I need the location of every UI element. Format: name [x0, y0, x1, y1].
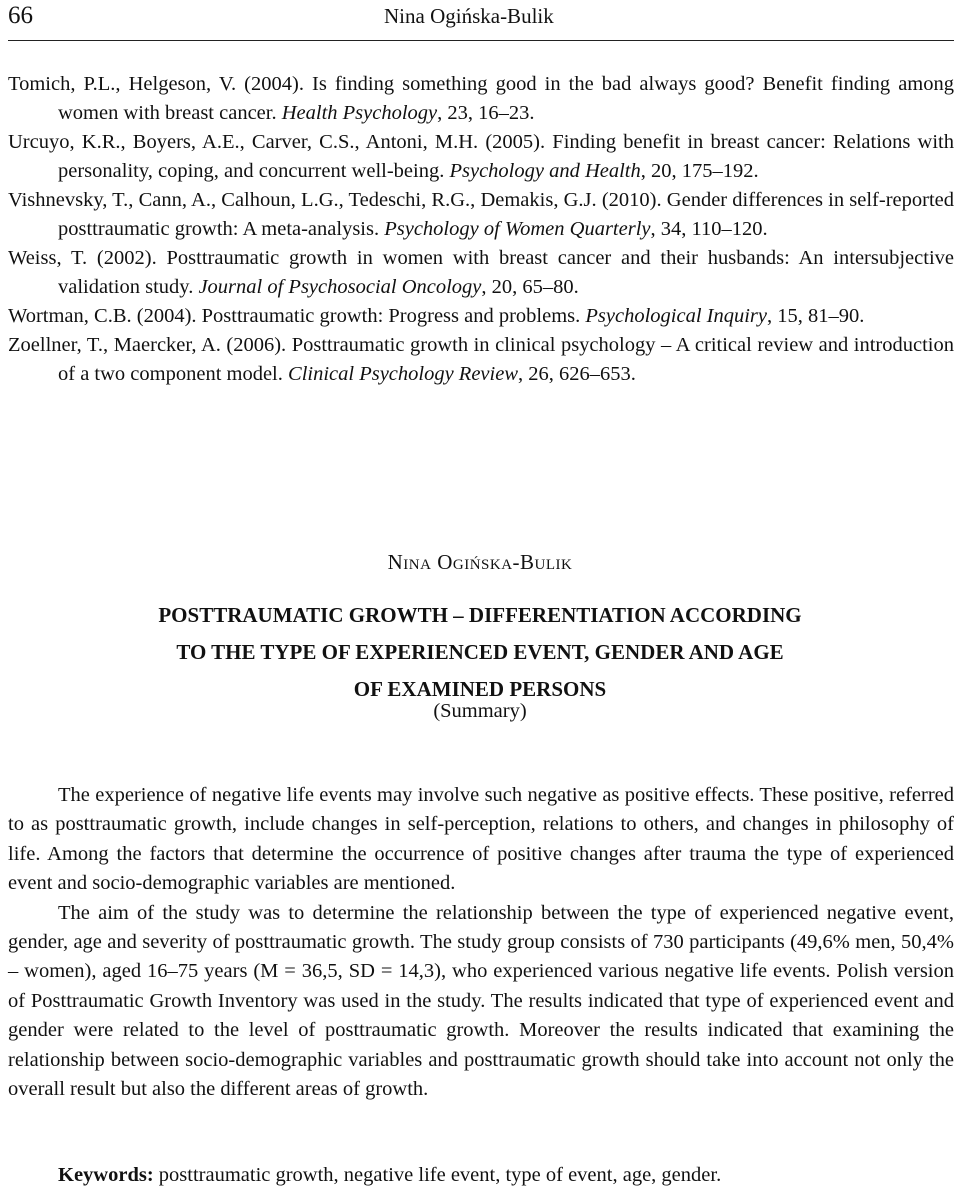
summary-title — [0, 597, 960, 708]
reference-entry — [8, 331, 954, 389]
reference-text: Urcuyo, K.R., Boyers, A.E., Carver, C.S., Antoni, M.H. (2005). Finding benefit in breast cancer: Relations with personality, coping, and concurrent well-being. — [8, 131, 954, 182]
summary-title-line: OF EXAMINED PERSONS — [353, 677, 607, 701]
keywords-text: posttraumatic growth, negative life event, type of event, age, gender. — [153, 1164, 722, 1186]
reference-entry — [8, 244, 954, 302]
reference-text: Zoellner, T., Maercker, A. (2006). Posttraumatic growth in clinical psychology – A critical review and introduction of a two component model. — [8, 334, 954, 385]
reference-list — [8, 70, 954, 389]
abstract-paragraph: The experience of negative life events may involve such negative as positive effects. These positive, referred to as posttraumatic growth, include changes in self-perception, relations to others, and changes in philosophy of life. Among the factors that determine the occurrence of positive changes after trauma the type of experienced event and socio-demographic variables are mentioned. — [8, 784, 954, 895]
summary-abstract — [8, 781, 954, 1104]
reference-entry — [8, 70, 954, 128]
reference-volume: , 20, 65–80. — [481, 276, 579, 298]
summary-title-line: POSTTRAUMATIC GROWTH – DIFFERENTIATION ACCORDING — [158, 603, 802, 627]
reference-volume: , 23, 16–23. — [437, 102, 535, 124]
summary-author: Nina Ogińska-Bulik — [387, 550, 573, 574]
reference-entry — [8, 302, 954, 331]
summary-title-line: TO THE TYPE OF EXPERIENCED EVENT, GENDER AND AGE — [176, 640, 784, 664]
reference-journal: Psychology and Health — [449, 160, 641, 182]
reference-journal: Journal of Psychosocial Oncology — [198, 276, 482, 298]
keywords — [58, 1161, 954, 1190]
reference-entry — [8, 186, 954, 244]
reference-entry — [8, 128, 954, 186]
reference-journal: Health Psychology — [281, 102, 438, 124]
summary-label: (Summary) — [433, 700, 527, 722]
reference-journal: Psychology of Women Quarterly — [384, 218, 651, 240]
page-header — [0, 0, 960, 44]
reference-text: Tomich, P.L., Helgeson, V. (2004). Is finding something good in the bad always good? Benefit finding among women with breast cancer. — [8, 73, 954, 124]
reference-volume: , 15, 81–90. — [767, 305, 865, 327]
header-rule — [8, 40, 954, 41]
reference-text: Weiss, T. (2002). Posttraumatic growth in women with breast cancer and their husbands: An intersubjective validation study. — [8, 247, 954, 298]
running-head: Nina Ogińska-Bulik — [384, 4, 554, 28]
reference-volume: , 20, 175–192. — [640, 160, 759, 182]
abstract-paragraph: The aim of the study was to determine the relationship between the type of experienced negative event, gender, age and severity of posttraumatic growth. The study group consists of 730 participants (49,6% men, 50,4% – women), aged 16–75 years (M = 36,5, SD = 14,3), who experienced various negative life events. Polish version of Posttraumatic Growth Inventory was used in the study. The results indicated that type of experienced event and gender were related to the level of posttraumatic growth. Moreover the results indicated that examining the relationship between socio-demographic variables and posttraumatic growth should take into account not only the overall result but also the different areas of growth. — [8, 901, 954, 1101]
page-number: 66 — [8, 2, 33, 29]
keywords-label: Keywords: — [58, 1164, 154, 1186]
reference-volume: , 26, 626–653. — [518, 363, 636, 385]
reference-journal: Psychological Inquiry — [585, 305, 768, 327]
reference-volume: , 34, 110–120. — [650, 218, 768, 240]
reference-text: Vishnevsky, T., Cann, A., Calhoun, L.G., Tedeschi, R.G., Demakis, G.J. (2010). Gender differences in self-reported posttraumatic growth: A meta-analysis. — [8, 189, 954, 240]
reference-text: Wortman, C.B. (2004). Posttraumatic growth: Progress and problems. — [8, 305, 586, 327]
reference-journal: Clinical Psychology Review — [288, 363, 518, 385]
